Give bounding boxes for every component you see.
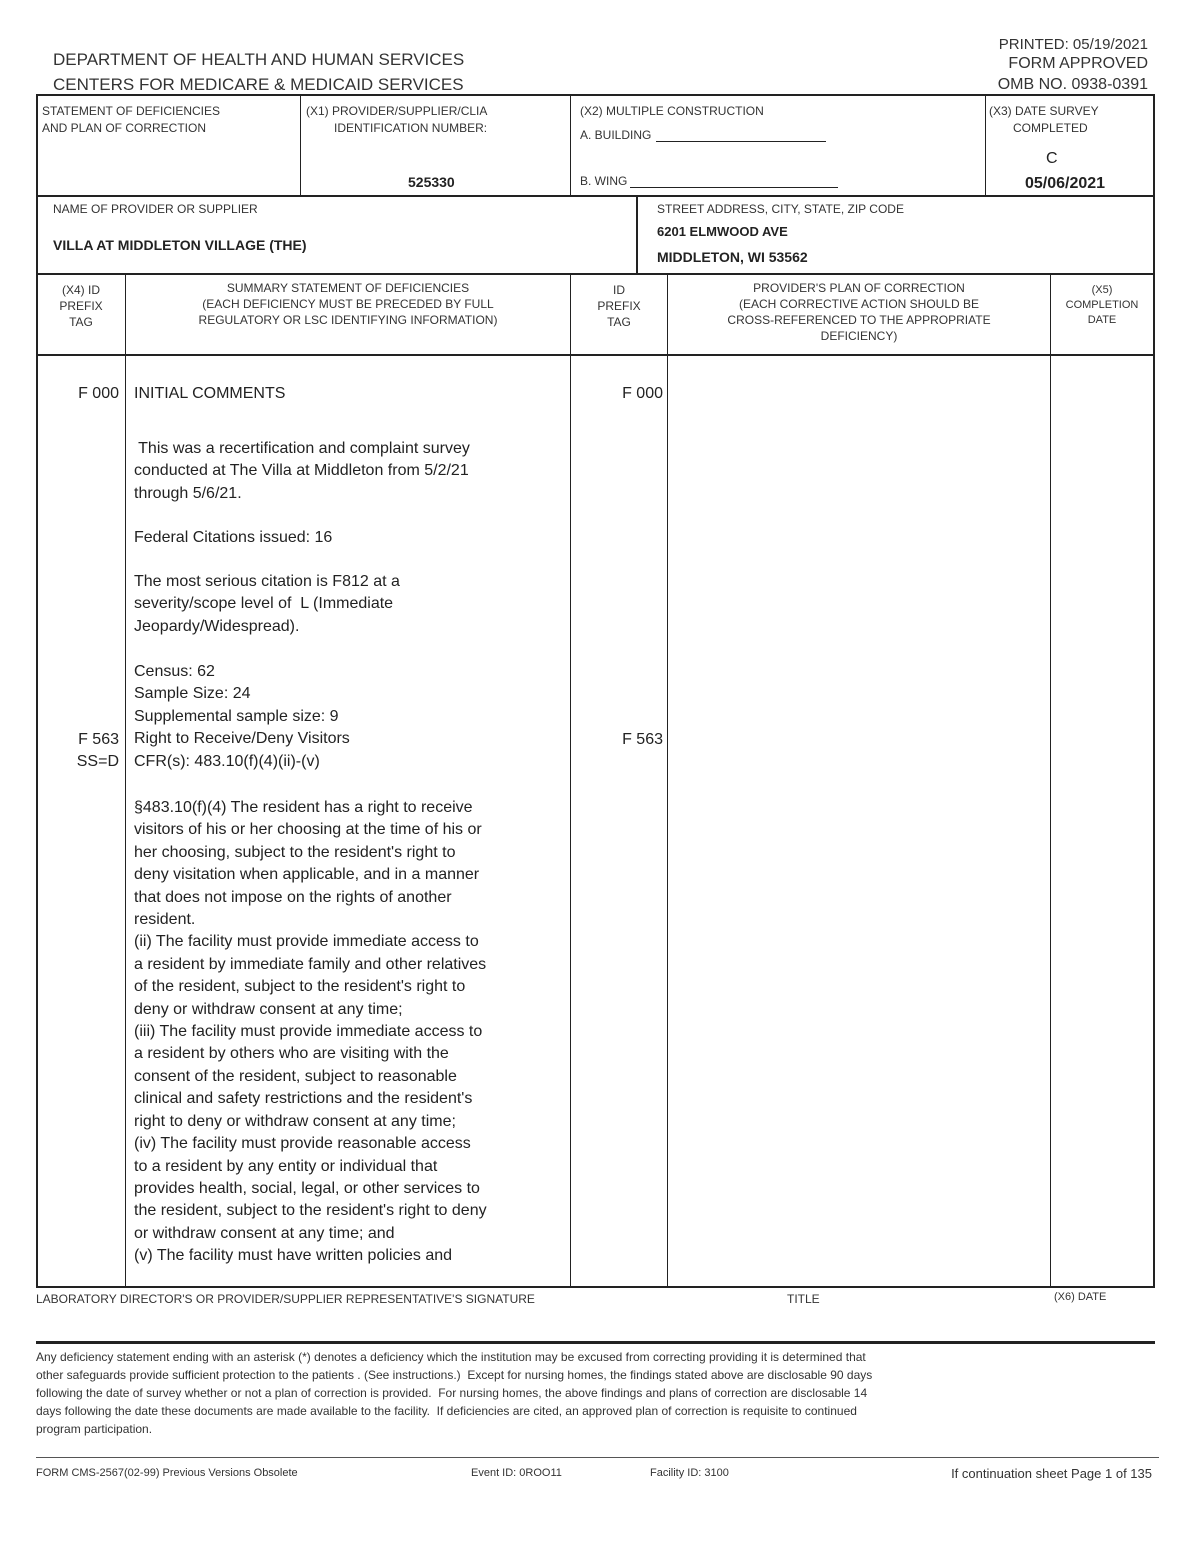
census-block (134, 661, 350, 773)
provider-name: VILLA AT MIDDLETON VILLAGE (THE) (53, 237, 307, 253)
form-approved: FORM APPROVED (1008, 55, 1148, 72)
plan-header (668, 280, 1050, 344)
street-address: 6201 ELMWOOD AVE (657, 224, 788, 239)
text-line: days following the date these documents are made available to the facility. If deficiencies are cited, an approved plan of correction is requisite to continued (36, 1404, 857, 1418)
text-line: through 5/6/21. (134, 484, 242, 502)
text-line: deny or withdraw consent at any time; (134, 1000, 403, 1018)
id-tag-f000: F 000 (622, 385, 663, 402)
text-line: (v) The facility must have written policies and (134, 1247, 453, 1265)
divider (1050, 274, 1051, 1287)
text-line: that does not impose on the rights of another (134, 888, 452, 906)
text-line: (ii) The facility must provide immediate access to (134, 933, 479, 951)
divider (36, 1457, 1159, 1458)
text-line: severity/scope level of L (Immediate (134, 595, 394, 613)
x1-label-2: IDENTIFICATION NUMBER: (334, 121, 488, 135)
event-id: Event ID: 0ROO11 (471, 1467, 562, 1479)
text-line: a resident by others who are visiting with the (134, 1045, 449, 1063)
text-line: The most serious citation is F812 at a (134, 573, 400, 590)
tag-f000: F 000 (78, 385, 119, 402)
header-line: PREFIX (597, 299, 641, 313)
centers-heading: CENTERS FOR MEDICARE & MEDICAID SERVICES (53, 75, 464, 94)
divider (36, 94, 1155, 96)
tag-f563: F 563 (78, 731, 119, 748)
serious-citation-block (134, 571, 400, 638)
title-label: TITLE (787, 1292, 820, 1306)
statement-label-2: AND PLAN OF CORRECTION (42, 121, 207, 135)
text-line: following the date of survey whether or not a plan of correction is provided. For nursing homes, the above findings and plans of correction are disclosable 14 (36, 1386, 868, 1400)
text-line: Jeopardy/Widespread). (134, 617, 300, 635)
x1-label-1: (X1) PROVIDER/SUPPLIER/CLIA (306, 104, 488, 118)
text-line: Sample Size: 24 (134, 685, 251, 703)
header-line: (EACH CORRECTIVE ACTION SHOULD BE (738, 297, 980, 311)
header-line: REGULATORY OR LSC IDENTIFYING INFORMATION) (198, 313, 498, 327)
header-line: (X4) ID (61, 283, 100, 297)
divider (985, 95, 986, 196)
building-label: A. BUILDING (580, 128, 652, 142)
text-line: consent of the resident, subject to reasonable (134, 1067, 457, 1085)
omb-number: OMB NO. 0938-0391 (997, 76, 1148, 93)
provider-name-label: NAME OF PROVIDER OR SUPPLIER (53, 202, 258, 216)
divider (300, 95, 301, 196)
x3-label-2: COMPLETED (1013, 121, 1088, 135)
text-line: a resident by immediate family and other relatives (134, 955, 487, 973)
id-tag-f563: F 563 (622, 731, 663, 748)
survey-completed-date: 05/06/2021 (1025, 175, 1106, 192)
text-line: Any deficiency statement ending with an asterisk (*) denotes a deficiency which the institution may be excused from correcting providing it is determined that (36, 1350, 866, 1364)
header-line: COMPLETION (1065, 299, 1139, 311)
header-line: CROSS-REFERENCED TO THE APPROPRIATE (727, 313, 991, 327)
divider (570, 274, 571, 1287)
divider (36, 195, 1155, 197)
text-line: (iii) The facility must provide immediate access to (134, 1023, 483, 1041)
text-line: CFR(s): 483.10(f)(4)(ii)-(v) (134, 752, 320, 770)
divider (125, 274, 126, 1287)
address-label: STREET ADDRESS, CITY, STATE, ZIP CODE (657, 202, 904, 216)
header-line: TAG (607, 315, 631, 329)
text-line: visitors of his or her choosing at the time of his or (134, 821, 482, 839)
text-line: other safeguards provide sufficient protection to the patients . (See instructions.) Except for nursing homes, the findings stated above are disclosable 90 days (36, 1368, 873, 1382)
department-heading: DEPARTMENT OF HEALTH AND HUMAN SERVICES (53, 50, 465, 69)
text-line: clinical and safety restrictions and the resident's (134, 1090, 473, 1108)
x4-header (37, 282, 125, 330)
page-number: If continuation sheet Page 1 of 135 (951, 1466, 1152, 1481)
x3-label-1: (X3) DATE SURVEY (989, 104, 1099, 118)
header-line: ID (613, 283, 625, 297)
provider-id-number: 525330 (408, 174, 455, 190)
text-line: her choosing, subject to the resident's right to (134, 843, 456, 861)
text-line: provides health, social, legal, or other services to (134, 1179, 480, 1197)
statement-label-1: STATEMENT OF DEFICIENCIES (42, 104, 221, 118)
intro-block (134, 438, 470, 505)
text-line: deny visitation when applicable, and in a manner (134, 866, 480, 884)
federal-citations: Federal Citations issued: 16 (134, 529, 333, 546)
city-state-zip: MIDDLETON, WI 53562 (657, 249, 808, 265)
text-line: Supplemental sample size: 9 (134, 707, 339, 725)
header-line: TAG (69, 315, 93, 329)
date-label: (X6) DATE (1054, 1291, 1107, 1303)
header-line: DEFICIENCY) (820, 329, 898, 343)
tag-scope-severity: SS=D (76, 753, 119, 770)
x5-header (1051, 283, 1153, 328)
regulation-text-block (134, 797, 487, 1268)
divider (570, 95, 571, 196)
header-line: PROVIDER'S PLAN OF CORRECTION (753, 281, 965, 295)
survey-code: C (1046, 150, 1058, 167)
text-line: program participation. (36, 1422, 153, 1436)
header-line: (EACH DEFICIENCY MUST BE PRECEDED BY FULL (202, 297, 494, 311)
id-header (571, 282, 667, 330)
initial-comments-heading: INITIAL COMMENTS (134, 385, 286, 402)
disclaimer (36, 1348, 872, 1438)
divider (36, 354, 1155, 356)
header-line: DATE (1087, 314, 1117, 326)
text-line: conducted at The Villa at Middleton from 5/2/21 (134, 462, 469, 480)
text-line: right to deny or withdraw consent at any time; (134, 1112, 456, 1130)
text-line: This was a recertification and complaint survey (134, 440, 470, 457)
text-line: to a resident by any entity or individual that (134, 1157, 438, 1175)
header-line: (X5) (1091, 284, 1113, 296)
divider (667, 274, 668, 1287)
wing-field-line (630, 187, 838, 188)
header-line: PREFIX (59, 299, 103, 313)
text-line: of the resident, subject to the resident's right to (134, 978, 466, 996)
divider (36, 1286, 1155, 1288)
text-line: (iv) The facility must provide reasonable access (134, 1135, 471, 1153)
text-line: Census: 62 (134, 663, 215, 680)
divider (36, 1341, 1155, 1344)
printed-date: PRINTED: 05/19/2021 (998, 36, 1148, 53)
header-line: SUMMARY STATEMENT OF DEFICIENCIES (226, 281, 470, 295)
facility-id: Facility ID: 3100 (650, 1467, 729, 1479)
text-line: resident. (134, 911, 196, 929)
text-line: §483.10(f)(4) The resident has a right to receive (134, 799, 473, 816)
divider (636, 196, 638, 274)
x2-label: (X2) MULTIPLE CONSTRUCTION (580, 104, 764, 118)
text-line: or withdraw consent at any time; and (134, 1224, 395, 1242)
divider (36, 273, 1155, 275)
wing-label: B. WING (580, 174, 628, 188)
text-line: Right to Receive/Deny Visitors (134, 730, 350, 748)
form-number: FORM CMS-2567(02-99) Previous Versions Obsolete (36, 1467, 298, 1479)
building-field-line (656, 141, 826, 142)
text-line: the resident, subject to the resident's right to deny (134, 1202, 487, 1220)
summary-header (126, 280, 570, 328)
signature-label: LABORATORY DIRECTOR'S OR PROVIDER/SUPPLIER REPRESENTATIVE'S SIGNATURE (36, 1292, 535, 1306)
